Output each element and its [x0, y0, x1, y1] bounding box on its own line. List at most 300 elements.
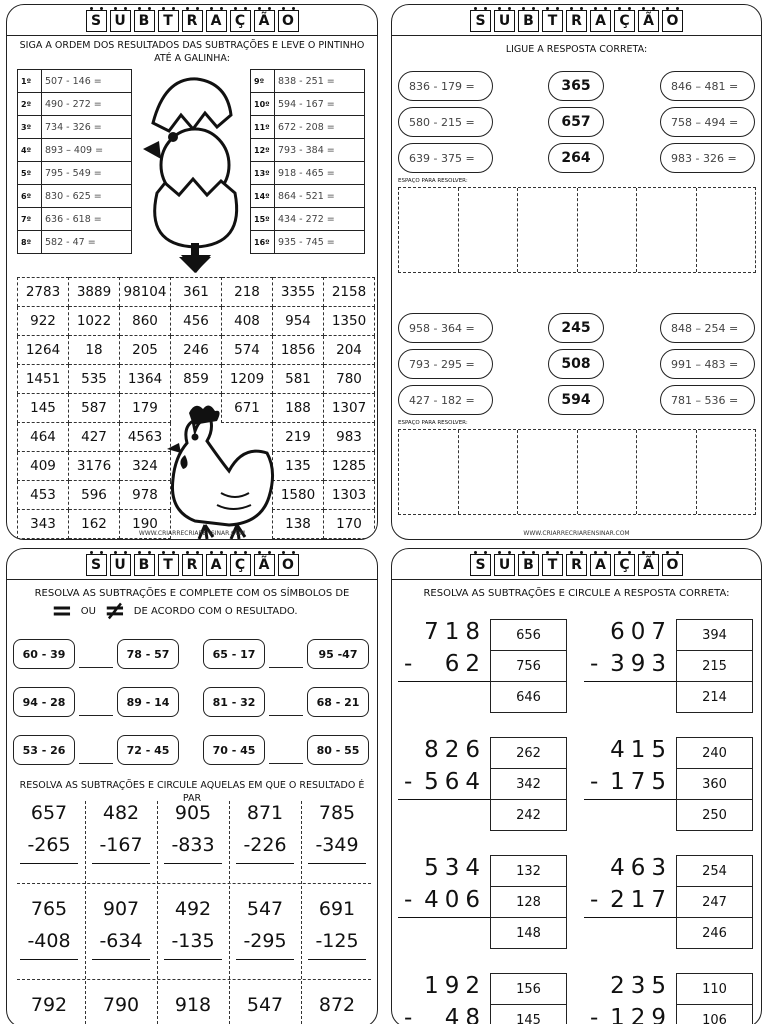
problem-result-line	[398, 917, 494, 918]
answer-underline	[20, 863, 78, 864]
grid-cell: 1285	[324, 452, 375, 481]
column-top-number: 907	[102, 898, 140, 920]
grid-cell: 581	[273, 365, 324, 394]
title-letter: B	[518, 554, 539, 576]
panel-compare-and-even	[6, 548, 378, 1024]
answer-option[interactable]: 262	[491, 738, 567, 769]
answer-pill[interactable]: 594	[548, 385, 604, 415]
answer-pill[interactable]: 508	[548, 349, 604, 379]
question-order: 9º	[251, 70, 275, 93]
problem-top-number: 463	[610, 855, 672, 881]
answer-underline	[20, 959, 78, 960]
title-letter: Ã	[638, 10, 659, 32]
grid-cell: 1451	[18, 365, 69, 394]
title-letter: Ç	[230, 10, 251, 32]
title-divider	[7, 35, 377, 36]
grid-cell: 324	[120, 452, 171, 481]
title-letter: Ã	[254, 554, 275, 576]
grid-row	[18, 278, 375, 307]
symbol-blank[interactable]	[79, 667, 113, 668]
equals-symbol: =	[51, 596, 73, 626]
title-letter: U	[494, 554, 515, 576]
problem-result-line	[584, 799, 680, 800]
title-letter: B	[134, 10, 155, 32]
grid-cell: 4563	[120, 423, 171, 452]
column-bottom-number: -167	[99, 834, 143, 856]
problem-top-number: 192	[424, 973, 486, 999]
title-letter: T	[158, 10, 179, 32]
grid-cell: 456	[171, 307, 222, 336]
answer-option[interactable]: 254	[677, 856, 753, 887]
question-row	[18, 116, 132, 139]
grid-cell: 464	[18, 423, 69, 452]
grid-cell: 427	[69, 423, 120, 452]
expression-pill-left[interactable]: 427 - 182 =	[398, 385, 493, 415]
grid-cell: 860	[120, 307, 171, 336]
grid-cell: 3176	[69, 452, 120, 481]
grid-cell: 408	[222, 307, 273, 336]
grid-cell: 98104	[120, 278, 171, 307]
grid-row	[18, 307, 375, 336]
subtraction-box: 53 - 26	[13, 735, 75, 765]
title-letter: A	[206, 10, 227, 32]
expression-pill-left[interactable]: 836 - 179 =	[398, 71, 493, 101]
title-divider	[7, 579, 377, 580]
column-top-number: 918	[174, 994, 212, 1016]
column-top-number: 905	[174, 802, 212, 824]
answer-pill[interactable]: 365	[548, 71, 604, 101]
grid-cell: 453	[18, 481, 69, 510]
question-order: 12º	[251, 139, 275, 162]
grid-cell: 409	[18, 452, 69, 481]
question-expression: 918 - 465 =	[275, 162, 365, 185]
answer-options-table	[676, 737, 753, 831]
grid-cell: 1350	[324, 307, 375, 336]
grid-cell: 983	[324, 423, 375, 452]
minus-sign: -	[404, 887, 413, 913]
answer-underline	[164, 863, 222, 864]
answer-option[interactable]: 656	[491, 620, 567, 651]
answer-option[interactable]: 646	[491, 682, 567, 713]
or-label: OU	[80, 605, 96, 617]
problem-top-number: 415	[610, 737, 672, 763]
problem-bottom-number: 406	[424, 887, 486, 913]
column-bottom-number: -349	[315, 834, 359, 856]
answer-option[interactable]: 240	[677, 738, 753, 769]
left-questions-table	[17, 69, 132, 254]
grid-cell: 1303	[324, 481, 375, 510]
column-top-number: 785	[318, 802, 356, 824]
grid-cell: 188	[273, 394, 324, 423]
column-top-number: 790	[102, 994, 140, 1016]
instruction-text: RESOLVA AS SUBTRAÇÕES E COMPLETE COM OS SÍMBOLOS DE	[34, 588, 350, 599]
subtraction-box: 81 - 32	[203, 687, 265, 717]
problem-result-line	[584, 681, 680, 682]
grid-cell: 2783	[18, 278, 69, 307]
column-top-number: 792	[30, 994, 68, 1016]
instruction-text: RESOLVA AS SUBTRAÇÕES E CIRCULE A RESPOSTA CORRETA:	[423, 588, 730, 599]
question-row	[251, 231, 365, 254]
question-row	[18, 231, 132, 254]
solve-space-box	[398, 429, 756, 515]
answer-underline	[236, 959, 294, 960]
title-letter: T	[542, 10, 563, 32]
minus-sign: -	[404, 769, 413, 795]
question-order: 7º	[18, 208, 42, 231]
expression-pill-right[interactable]: 758 – 494 =	[660, 107, 755, 137]
grid-cell: 190	[120, 510, 171, 539]
problem-top-number: 534	[424, 855, 486, 881]
question-order: 6º	[18, 185, 42, 208]
space-label: ESPAÇO PARA RESOLVER:	[398, 178, 468, 184]
answer-options-table	[490, 619, 567, 713]
minus-sign: -	[590, 887, 599, 913]
question-order: 1º	[18, 70, 42, 93]
symbol-blank[interactable]	[269, 715, 303, 716]
title-letter: Ç	[230, 554, 251, 576]
panel-circle-answer	[391, 548, 762, 1024]
title-letter: R	[566, 554, 587, 576]
question-row	[18, 93, 132, 116]
title-letter: A	[590, 10, 611, 32]
question-expression: 734 - 326 =	[42, 116, 132, 139]
answer-option[interactable]: 360	[677, 769, 753, 800]
question-order: 14º	[251, 185, 275, 208]
title-letter: R	[566, 10, 587, 32]
space-label: ESPAÇO PARA RESOLVER:	[398, 420, 468, 426]
title-subtracao	[7, 10, 377, 32]
subtraction-box: 65 - 17	[203, 639, 265, 669]
title-letter: S	[470, 10, 491, 32]
instruction-text: LIGUE A RESPOSTA CORRETA:	[505, 44, 648, 55]
answer-option[interactable]: 246	[677, 918, 753, 949]
answer-underline	[92, 959, 150, 960]
symbol-blank[interactable]	[79, 715, 113, 716]
column-top-number: 547	[246, 898, 284, 920]
question-row	[251, 185, 365, 208]
title-letter: O	[278, 554, 299, 576]
right-questions-table	[250, 69, 365, 254]
title-letter: S	[86, 10, 107, 32]
column-top-number: 492	[174, 898, 212, 920]
title-letter: O	[278, 10, 299, 32]
subtraction-box: 80 - 55	[307, 735, 369, 765]
grid-cell: 535	[69, 365, 120, 394]
question-expression: 434 - 272 =	[275, 208, 365, 231]
panel-chick-path	[6, 4, 378, 540]
title-letter: O	[662, 554, 683, 576]
question-expression: 864 - 521 =	[275, 185, 365, 208]
symbol-blank[interactable]	[269, 667, 303, 668]
question-row	[18, 185, 132, 208]
grid-cell: 138	[273, 510, 324, 539]
problem-bottom-number: 564	[424, 769, 486, 795]
answer-option[interactable]: 110	[677, 974, 753, 1005]
grid-cell: 1580	[273, 481, 324, 510]
column-bottom-number: -135	[171, 930, 215, 952]
answer-pill[interactable]: 657	[548, 107, 604, 137]
grid-cell: 3355	[273, 278, 324, 307]
symbol-blank[interactable]	[79, 763, 113, 764]
minus-sign: -	[590, 651, 599, 677]
question-row	[18, 208, 132, 231]
answer-options-table	[490, 855, 567, 949]
question-expression: 838 - 251 =	[275, 70, 365, 93]
title-letter: B	[518, 10, 539, 32]
minus-sign: -	[404, 1005, 413, 1024]
title-letter: R	[182, 554, 203, 576]
problem-top-number: 607	[610, 619, 672, 645]
question-row	[251, 162, 365, 185]
subtraction-box: 78 - 57	[117, 639, 179, 669]
column-divider	[85, 801, 86, 1024]
footer-url: WWW.CRIARRECRIARENSINAR.COM	[138, 530, 246, 537]
grid-cell: 162	[69, 510, 120, 539]
symbol-legend	[51, 596, 298, 626]
title-subtracao	[7, 554, 377, 576]
answer-option[interactable]: 106	[677, 1005, 753, 1024]
subtraction-box: 94 - 28	[13, 687, 75, 717]
answer-option[interactable]: 394	[677, 620, 753, 651]
minus-sign: -	[404, 651, 413, 677]
grid-cell: 978	[120, 481, 171, 510]
grid-cell: 2158	[324, 278, 375, 307]
grid-cell: 1307	[324, 394, 375, 423]
answer-underline	[164, 959, 222, 960]
subtraction-box: 72 - 45	[117, 735, 179, 765]
grid-row	[18, 365, 375, 394]
question-order: 8º	[18, 231, 42, 254]
column-top-number: 872	[318, 994, 356, 1016]
answer-option[interactable]: 128	[491, 887, 567, 918]
grid-cell: 574	[222, 336, 273, 365]
grid-cell: 671	[222, 394, 273, 423]
problem-bottom-number: 129	[610, 1005, 672, 1024]
question-order: 5º	[18, 162, 42, 185]
symbol-blank[interactable]	[269, 763, 303, 764]
answer-options-table	[490, 737, 567, 831]
instruction-line2: DE ACORDO COM O RESULTADO.	[133, 605, 298, 617]
grid-cell: 343	[18, 510, 69, 539]
question-expression: 893 – 409 =	[42, 139, 132, 162]
grid-cell: 1264	[18, 336, 69, 365]
column-bottom-number: -295	[243, 930, 287, 952]
question-expression: 582 - 47 =	[42, 231, 132, 254]
column-bottom-number: -226	[243, 834, 287, 856]
problem-top-number: 718	[424, 619, 486, 645]
subtraction-box: 70 - 45	[203, 735, 265, 765]
problem-bottom-number: 393	[610, 651, 672, 677]
grid-cell: 218	[222, 278, 273, 307]
title-letter: T	[158, 554, 179, 576]
grid-cell: 219	[273, 423, 324, 452]
answer-pill[interactable]: 264	[548, 143, 604, 173]
question-row	[251, 139, 365, 162]
question-order: 10º	[251, 93, 275, 116]
problem-top-number: 826	[424, 737, 486, 763]
question-order: 15º	[251, 208, 275, 231]
expression-pill-right[interactable]: 846 – 481 =	[660, 71, 755, 101]
question-row	[18, 139, 132, 162]
answer-options-table	[676, 619, 753, 713]
question-expression: 672 - 208 =	[275, 116, 365, 139]
grid-row	[18, 336, 375, 365]
question-row	[251, 93, 365, 116]
problem-result-line	[398, 799, 494, 800]
title-divider	[392, 579, 761, 580]
question-row	[18, 162, 132, 185]
question-order: 16º	[251, 231, 275, 254]
grid-cell: 204	[324, 336, 375, 365]
grid-cell: 1364	[120, 365, 171, 394]
grid-cell: 3889	[69, 278, 120, 307]
title-letter: U	[494, 10, 515, 32]
panel-match-answers	[391, 4, 762, 540]
column-top-number: 482	[102, 802, 140, 824]
question-order: 2º	[18, 93, 42, 116]
problem-result-line	[398, 681, 494, 682]
expression-pill-right[interactable]: 781 – 536 =	[660, 385, 755, 415]
answer-option[interactable]: 215	[677, 651, 753, 682]
title-letter: Ç	[614, 554, 635, 576]
question-expression: 490 - 272 =	[42, 93, 132, 116]
answer-option[interactable]: 132	[491, 856, 567, 887]
subtraction-box: 95 -47	[307, 639, 369, 669]
row-divider	[17, 979, 371, 980]
title-letter: Ç	[614, 10, 635, 32]
grid-cell: 587	[69, 394, 120, 423]
title-divider	[392, 35, 761, 36]
not-equal-symbol: ≠	[104, 596, 126, 626]
grid-cell: 954	[273, 307, 324, 336]
column-bottom-number: -125	[315, 930, 359, 952]
problem-bottom-number: 175	[610, 769, 672, 795]
grid-cell: 596	[69, 481, 120, 510]
column-divider	[229, 801, 230, 1024]
grid-cell: 922	[18, 307, 69, 336]
column-bottom-number: -634	[99, 930, 143, 952]
question-row	[251, 208, 365, 231]
answer-option[interactable]: 214	[677, 682, 753, 713]
title-letter: A	[590, 554, 611, 576]
solve-space-box	[398, 187, 756, 273]
question-expression: 636 - 618 =	[42, 208, 132, 231]
problem-bottom-number: 217	[610, 887, 672, 913]
grid-cell: 1022	[69, 307, 120, 336]
subtraction-box: 68 - 21	[307, 687, 369, 717]
grid-cell: 18	[69, 336, 120, 365]
question-order: 11º	[251, 116, 275, 139]
answer-options-table	[490, 973, 567, 1024]
question-expression: 935 - 745 =	[275, 231, 365, 254]
title-letter: S	[86, 554, 107, 576]
title-letter: Ã	[638, 554, 659, 576]
column-divider	[157, 801, 158, 1024]
arrow-down-icon	[177, 243, 213, 275]
expression-pill-left[interactable]: 793 - 295 =	[398, 349, 493, 379]
expression-pill-left[interactable]: 580 - 215 =	[398, 107, 493, 137]
column-divider	[301, 801, 302, 1024]
question-row	[251, 70, 365, 93]
title-letter: U	[110, 10, 131, 32]
column-bottom-number: -408	[27, 930, 71, 952]
expression-pill-right[interactable]: 848 – 254 =	[660, 313, 755, 343]
problem-top-number: 235	[610, 973, 672, 999]
title-letter: R	[182, 10, 203, 32]
instruction-even: RESOLVA AS SUBTRAÇÕES E CIRCULE AQUELAS EM QUE O RESULTADO É PAR	[19, 780, 365, 804]
title-subtracao	[392, 554, 761, 576]
answer-options-table	[676, 973, 753, 1024]
title-letter: O	[662, 10, 683, 32]
title-letter: T	[542, 554, 563, 576]
title-subtracao	[392, 10, 761, 32]
answer-underline	[236, 863, 294, 864]
answer-pill[interactable]: 245	[548, 313, 604, 343]
hen-icon	[165, 401, 277, 540]
grid-cell: 361	[171, 278, 222, 307]
minus-sign: -	[590, 1005, 599, 1024]
footer-url: WWW.CRIARRECRIARENSINAR.COM	[523, 530, 630, 537]
expression-pill-left[interactable]: 639 - 375 =	[398, 143, 493, 173]
title-letter: B	[134, 554, 155, 576]
expression-pill-right[interactable]: 983 - 326 =	[660, 143, 755, 173]
answer-option[interactable]: 342	[491, 769, 567, 800]
problem-bottom-number: 62	[444, 651, 486, 677]
column-top-number: 547	[246, 994, 284, 1016]
title-letter: S	[470, 554, 491, 576]
answer-option[interactable]: 250	[677, 800, 753, 831]
answer-option[interactable]: 148	[491, 918, 567, 949]
expression-pill-right[interactable]: 991 – 483 =	[660, 349, 755, 379]
answer-option[interactable]: 242	[491, 800, 567, 831]
grid-cell: 1856	[273, 336, 324, 365]
instruction-text: SIGA A ORDEM DOS RESULTADOS DAS SUBTRAÇÕES E LEVE O PINTINHO ATÉ A GALINHA:	[19, 40, 365, 64]
question-order: 4º	[18, 139, 42, 162]
problem-result-line	[584, 917, 680, 918]
grid-cell: 205	[120, 336, 171, 365]
question-expression: 507 - 146 =	[42, 70, 132, 93]
answer-option[interactable]: 145	[491, 1005, 567, 1024]
column-bottom-number: -265	[27, 834, 71, 856]
subtraction-box: 60 - 39	[13, 639, 75, 669]
grid-cell: 145	[18, 394, 69, 423]
title-letter: A	[206, 554, 227, 576]
answer-underline	[308, 959, 366, 960]
answer-options-table	[676, 855, 753, 949]
question-expression: 795 - 549 =	[42, 162, 132, 185]
problem-bottom-number: 48	[444, 1005, 486, 1024]
column-top-number: 657	[30, 802, 68, 824]
expression-pill-left[interactable]: 958 - 364 =	[398, 313, 493, 343]
grid-cell: 859	[171, 365, 222, 394]
column-top-number: 691	[318, 898, 356, 920]
grid-cell: 170	[324, 510, 375, 539]
subtraction-box: 89 - 14	[117, 687, 179, 717]
grid-cell: 246	[171, 336, 222, 365]
answer-option[interactable]: 756	[491, 651, 567, 682]
title-letter: Ã	[254, 10, 275, 32]
column-bottom-number: -833	[171, 834, 215, 856]
answer-option[interactable]: 247	[677, 887, 753, 918]
grid-cell: 1209	[222, 365, 273, 394]
title-letter: U	[110, 554, 131, 576]
question-order: 13º	[251, 162, 275, 185]
answer-option[interactable]: 156	[491, 974, 567, 1005]
question-expression: 830 - 625 =	[42, 185, 132, 208]
column-top-number: 765	[30, 898, 68, 920]
answer-underline	[308, 863, 366, 864]
question-expression: 594 - 167 =	[275, 93, 365, 116]
